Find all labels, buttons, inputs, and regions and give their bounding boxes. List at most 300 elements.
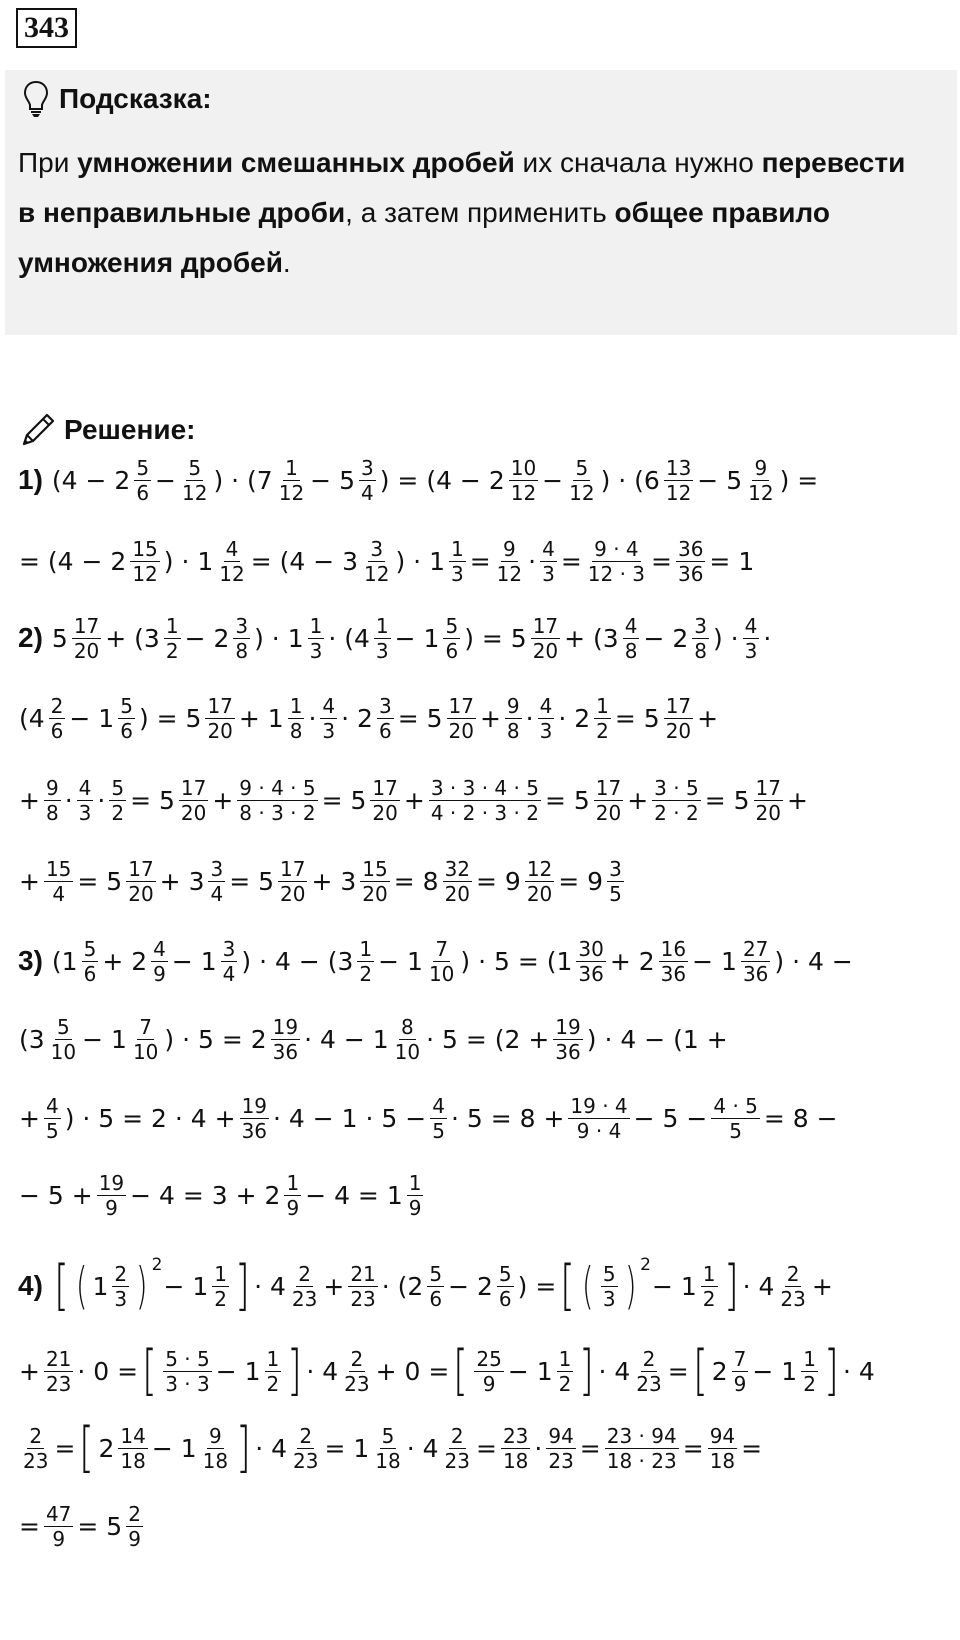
fraction — [278, 857, 307, 906]
math-text: − 1 — [151, 1433, 197, 1463]
math-text: ) · 1 — [395, 546, 445, 576]
numerator: 5 — [83, 936, 97, 961]
fraction — [118, 694, 135, 743]
fraction — [44, 776, 61, 825]
denominator: 8 — [289, 718, 303, 743]
fraction — [429, 776, 541, 825]
denominator: 9 — [52, 1526, 66, 1551]
denominator: 4 — [222, 961, 236, 986]
big-paren: ( — [75, 1257, 88, 1315]
math-text: − 1 — [69, 703, 115, 733]
math-text: + — [403, 785, 425, 815]
big-paren: ( — [582, 1257, 594, 1315]
fraction — [701, 1262, 718, 1311]
math-text: − 1 — [163, 1271, 209, 1301]
numerator: 2 — [350, 1346, 364, 1371]
math-text: = — [469, 546, 491, 576]
denominator: 3 — [375, 638, 389, 663]
numerator: 3 · 5 — [654, 775, 699, 800]
numerator: 30 — [578, 936, 604, 961]
fraction — [676, 537, 705, 586]
denominator: 2 — [596, 718, 609, 743]
denominator: 18 — [502, 1448, 529, 1473]
math-text: · — [534, 1433, 543, 1463]
denominator: 2 — [359, 961, 373, 986]
denominator: 4 — [360, 480, 374, 505]
solution-line — [18, 1085, 839, 1151]
numerator: 8 — [401, 1014, 414, 1039]
denominator: 2 · 2 — [654, 800, 699, 825]
numerator: 15 — [45, 856, 72, 881]
fraction — [778, 1262, 807, 1311]
math-text: = 5 — [544, 785, 590, 815]
math-text: · 4 — [742, 1271, 775, 1301]
fraction — [607, 857, 624, 906]
math-text: = 5 — [130, 785, 175, 815]
denominator: 3 — [744, 638, 758, 663]
fraction — [692, 614, 709, 663]
solution-line — [18, 1493, 146, 1559]
fraction — [277, 456, 306, 505]
fraction — [130, 537, 159, 586]
fraction — [374, 614, 391, 663]
math-text: + 0 = — [375, 1356, 450, 1386]
numerator: 14 — [120, 1423, 146, 1448]
denominator: 23 — [444, 1448, 470, 1473]
numerator: 5 — [498, 1261, 512, 1286]
math-text: = 1 — [324, 1433, 370, 1463]
denominator: 10 — [394, 1039, 421, 1064]
fraction — [205, 694, 234, 743]
math-text: · (4 — [328, 623, 370, 653]
denominator: 6 — [83, 961, 97, 986]
fraction — [49, 694, 66, 743]
fraction — [430, 1094, 447, 1143]
hint-text: При умножении смешанных дробей их сначала нужно перевести в неправильные дроби, а затем применить общее правило умножения дробей. — [18, 147, 906, 278]
math-text: · 4 − 1 · 5 − — [273, 1103, 427, 1133]
math-text: + — [479, 703, 501, 733]
denominator: 20 — [180, 800, 207, 825]
fraction — [44, 857, 73, 906]
denominator: 18 — [709, 1448, 736, 1473]
denominator: 9 — [153, 961, 166, 986]
fraction — [126, 1502, 143, 1551]
denominator: 9 — [105, 1195, 118, 1220]
math-text: = 5 — [77, 866, 123, 896]
numerator: 4 — [432, 1093, 445, 1118]
numerator: 2 — [298, 1261, 312, 1286]
square-bracket: [ — [692, 1339, 708, 1402]
denominator: 12 — [182, 480, 208, 505]
solution-line — [18, 685, 719, 751]
numerator: 21 — [350, 1261, 376, 1286]
square-bracket: ] — [723, 1254, 739, 1317]
math-text: · 4 — [306, 1356, 339, 1386]
math-text: (4 — [19, 703, 45, 733]
math-text: − 1 — [507, 1356, 553, 1386]
math-text: = 5 — [704, 785, 750, 815]
fraction — [126, 857, 155, 906]
math-text: ) · 5 = 2 — [164, 1024, 267, 1054]
math-text: − 5 — [310, 465, 355, 495]
numerator: 3 · 3 · 4 · 5 — [430, 775, 539, 800]
solution-title: Решение: — [18, 410, 195, 450]
math-text: − 5 — [697, 465, 743, 495]
denominator: 12 — [364, 561, 390, 586]
math-text: = — [54, 1433, 76, 1463]
denominator: 2 — [803, 1371, 816, 1396]
denominator: 23 — [23, 1448, 49, 1473]
math-text: + — [19, 1356, 40, 1386]
fraction — [601, 1262, 618, 1311]
math-text: − 1 — [82, 1024, 127, 1054]
fraction — [495, 537, 524, 586]
fraction — [743, 614, 760, 663]
numerator: 2 — [450, 1423, 464, 1448]
fraction — [567, 456, 596, 505]
numerator: 3 — [370, 536, 384, 561]
numerator: 2 — [299, 1423, 313, 1448]
denominator: 6 — [136, 480, 150, 505]
math-text: − 5 − — [633, 1103, 708, 1133]
math-text: − 4 = 1 — [305, 1180, 403, 1210]
math-text: + 3 — [311, 866, 357, 896]
fraction — [49, 1015, 78, 1064]
numerator: 32 — [444, 856, 471, 881]
numerator: 4 — [542, 536, 555, 561]
denominator: 20 — [532, 638, 559, 663]
fraction — [201, 1424, 230, 1473]
fraction — [271, 1015, 300, 1064]
numerator: 2 — [29, 1423, 43, 1448]
fraction — [443, 857, 472, 906]
big-paren: ) — [624, 1257, 637, 1315]
numerator: 5 — [136, 455, 150, 480]
denominator: 20 — [444, 881, 471, 906]
fraction — [540, 537, 557, 586]
math-text: = 9 — [558, 866, 604, 896]
numerator: 4 — [539, 693, 553, 718]
numerator: 17 — [532, 613, 559, 638]
fraction — [652, 776, 701, 825]
numerator: 5 — [111, 775, 125, 800]
denominator: 8 — [694, 638, 707, 663]
denominator: 23 — [344, 1371, 370, 1396]
denominator: 12 — [748, 480, 774, 505]
fraction — [348, 1262, 377, 1311]
math-text: ) · 5 = (1 — [460, 946, 573, 976]
numerator: 10 — [510, 455, 537, 480]
numerator: 9 — [209, 1423, 222, 1448]
denominator: 2 — [558, 1371, 572, 1396]
fraction — [497, 1262, 514, 1311]
denominator: 12 — [278, 480, 305, 505]
numerator: 1 — [214, 1261, 228, 1286]
math-text: + — [627, 785, 649, 815]
numerator: 9 — [506, 693, 520, 718]
solution-line — [18, 447, 819, 513]
numerator: 19 — [98, 1170, 125, 1195]
denominator: 3 — [602, 1286, 616, 1311]
numerator: 1 — [702, 1261, 716, 1286]
square-bracket: [ — [560, 1254, 576, 1317]
item-label: 4) — [18, 1270, 43, 1301]
numerator: 1 — [408, 1170, 422, 1195]
fraction — [393, 1015, 422, 1064]
square-bracket: [ — [142, 1339, 158, 1402]
math-text: = 5 — [229, 866, 275, 896]
math-text: ) · 4 − — [774, 946, 853, 976]
denominator: 12 — [219, 561, 245, 586]
denominator: 4 · 2 · 3 · 2 — [430, 800, 539, 825]
fraction — [525, 857, 554, 906]
math-text: · 4 — [598, 1356, 631, 1386]
math-text: = 5 — [397, 703, 443, 733]
math-text: · 4 — [843, 1356, 875, 1386]
hint-box — [5, 70, 957, 335]
denominator: 3 · 3 — [165, 1371, 210, 1396]
fraction — [217, 537, 246, 586]
denominator: 36 — [555, 1039, 581, 1064]
denominator: 3 — [114, 1286, 128, 1311]
numerator: 94 — [709, 1423, 736, 1448]
math-text: − — [542, 465, 564, 495]
numerator: 3 — [222, 936, 236, 961]
denominator: 20 — [526, 881, 553, 906]
math-text: 2 — [711, 1356, 728, 1386]
fraction — [443, 614, 460, 663]
fraction — [531, 614, 560, 663]
denominator: 8 — [506, 718, 520, 743]
denominator: 6 — [120, 718, 133, 743]
numerator: 3 — [360, 455, 374, 480]
denominator: 3 — [450, 561, 464, 586]
numerator: 94 — [548, 1423, 574, 1448]
denominator: 36 — [241, 1118, 268, 1143]
numerator: 23 — [502, 1423, 529, 1448]
fraction — [373, 1424, 402, 1473]
fraction — [741, 937, 770, 986]
numerator: 9 — [45, 775, 59, 800]
math-text: − 5 + — [19, 1180, 93, 1210]
math-text: = — [682, 1433, 704, 1463]
numerator: 1 — [596, 693, 609, 718]
fraction — [360, 857, 389, 906]
denominator: 20 — [73, 638, 100, 663]
math-text: − 2 — [184, 623, 230, 653]
square-bracket: ] — [579, 1339, 595, 1402]
math-text: − 1 — [752, 1356, 798, 1386]
fraction — [112, 1262, 129, 1311]
fraction — [605, 1424, 679, 1473]
numerator: 2 — [114, 1261, 128, 1286]
math-text: ) = (4 − 2 — [379, 465, 505, 495]
fraction — [291, 1424, 320, 1473]
math-text: = — [741, 1433, 763, 1463]
math-text: = 8 − — [763, 1103, 838, 1133]
math-text: ) · (7 — [213, 465, 273, 495]
denominator: 12 — [569, 480, 595, 505]
numerator: 5 — [57, 1014, 70, 1039]
math-text: = — [19, 1511, 40, 1541]
math-text: (3 — [19, 1024, 45, 1054]
denominator: 8 — [235, 638, 249, 663]
numerator: 7 — [435, 936, 449, 961]
fraction — [801, 1347, 818, 1396]
numerator: 12 — [526, 856, 553, 881]
exponent: 2 — [151, 1255, 163, 1275]
math-text: + — [323, 1271, 345, 1301]
numerator: 19 — [241, 1093, 268, 1118]
numerator: 36 — [677, 536, 704, 561]
fraction — [208, 857, 225, 906]
math-text: + — [19, 785, 40, 815]
denominator: 18 — [202, 1448, 229, 1473]
denominator: 3 — [309, 638, 323, 663]
denominator: 23 — [350, 1286, 376, 1311]
denominator: 8 — [624, 638, 638, 663]
denominator: 9 · 4 — [576, 1118, 622, 1143]
square-bracket: [ — [54, 1254, 69, 1317]
fraction — [623, 614, 640, 663]
numerator: 4 — [45, 1093, 59, 1118]
fraction — [505, 694, 522, 743]
math-text: (4 − 2 — [51, 465, 131, 495]
denominator: 23 — [636, 1371, 662, 1396]
denominator: 8 · 3 · 2 — [239, 800, 316, 825]
solution-line — [18, 1162, 426, 1228]
numerator: 1 — [359, 936, 373, 961]
numerator: 4 — [624, 613, 638, 638]
fraction — [501, 1424, 530, 1473]
denominator: 20 — [280, 881, 306, 906]
denominator: 3 — [322, 718, 336, 743]
square-bracket: [ — [453, 1339, 469, 1402]
numerator: 2 — [642, 1346, 656, 1371]
numerator: 3 — [694, 613, 707, 638]
math-text: + 1 — [238, 703, 284, 733]
fraction — [118, 1424, 147, 1473]
math-text: = — [651, 546, 672, 576]
numerator: 3 — [609, 856, 622, 881]
math-text: · 0 = — [77, 1356, 139, 1386]
big-paren: ) — [136, 1257, 148, 1315]
denominator: 9 — [128, 1526, 141, 1551]
fraction — [732, 1347, 749, 1396]
numerator: 4 — [744, 613, 758, 638]
fraction — [362, 537, 391, 586]
denominator: 9 — [286, 1195, 300, 1220]
denominator: 12 · 3 — [587, 561, 646, 586]
math-text: ) = 5 — [138, 703, 202, 733]
denominator: 3 — [78, 800, 92, 825]
denominator: 20 — [755, 800, 781, 825]
denominator: 10 — [132, 1039, 159, 1064]
solution-line — [18, 1338, 876, 1404]
denominator: 18 · 23 — [606, 1448, 677, 1473]
math-text: − 1 — [378, 946, 423, 976]
numerator: 1 — [375, 613, 389, 638]
fraction — [708, 1424, 737, 1473]
fraction — [134, 456, 151, 505]
math-text: = 5 — [77, 1511, 123, 1541]
math-text: − 2 — [448, 1271, 493, 1301]
solution-line — [18, 928, 854, 994]
math-text: − 1 — [171, 946, 217, 976]
math-text: = 5 — [614, 703, 660, 733]
denominator: 36 — [677, 561, 704, 586]
numerator: 5 — [575, 455, 589, 480]
fraction — [557, 1347, 574, 1396]
math-text: − 2 — [643, 623, 689, 653]
numerator: 3 — [378, 693, 392, 718]
fraction — [370, 776, 399, 825]
numerator: 17 — [448, 693, 474, 718]
denominator: 2 — [111, 800, 125, 825]
denominator: 5 — [729, 1118, 742, 1143]
denominator: 12 — [496, 561, 523, 586]
fraction — [357, 937, 374, 986]
fraction — [221, 937, 238, 986]
fraction — [427, 1262, 444, 1311]
numerator: 4 — [322, 693, 336, 718]
square-bracket: ] — [236, 1416, 252, 1479]
numerator: 5 — [120, 693, 133, 718]
numerator: 19 · 4 — [570, 1093, 628, 1118]
numerator: 17 — [180, 775, 207, 800]
numerator: 4 — [153, 936, 166, 961]
math-text: + — [786, 785, 808, 815]
math-text: ) · 1 — [163, 546, 214, 576]
numerator: 9 · 4 — [594, 536, 639, 561]
math-text: ) · 1 — [254, 623, 304, 653]
item-label: 3) — [18, 945, 43, 976]
fraction — [72, 614, 101, 663]
numerator: 5 — [381, 1423, 395, 1448]
numerator: 27 — [742, 936, 769, 961]
math-text: = 8 — [393, 866, 439, 896]
task-number: 343 — [16, 8, 77, 48]
denominator: 36 — [742, 961, 769, 986]
fraction — [163, 1347, 212, 1396]
denominator: 23 — [45, 1371, 72, 1396]
numerator: 4 — [225, 536, 239, 561]
denominator: 4 — [210, 881, 224, 906]
math-text: + 2 — [609, 946, 655, 976]
fraction — [164, 614, 181, 663]
math-text: + — [19, 1103, 40, 1133]
fraction — [21, 1424, 50, 1473]
math-text: ) · 4 − (3 — [241, 946, 354, 976]
solution-line — [18, 528, 755, 594]
fraction — [240, 1094, 269, 1143]
numerator: 5 — [602, 1261, 616, 1286]
math-text: − 4 = 3 + 2 — [130, 1180, 281, 1210]
numerator: 3 — [235, 613, 249, 638]
math-text: ) = — [517, 1271, 557, 1301]
numerator: 17 — [280, 856, 306, 881]
numerator: 13 — [665, 455, 692, 480]
fraction — [77, 776, 94, 825]
numerator: 3 — [210, 856, 224, 881]
numerator: 16 — [660, 936, 687, 961]
math-text: − — [155, 465, 176, 495]
numerator: 1 — [286, 1170, 300, 1195]
denominator: 12 — [132, 561, 158, 586]
math-text: ) = — [779, 465, 819, 495]
fraction — [109, 776, 126, 825]
numerator: 1 — [450, 536, 464, 561]
